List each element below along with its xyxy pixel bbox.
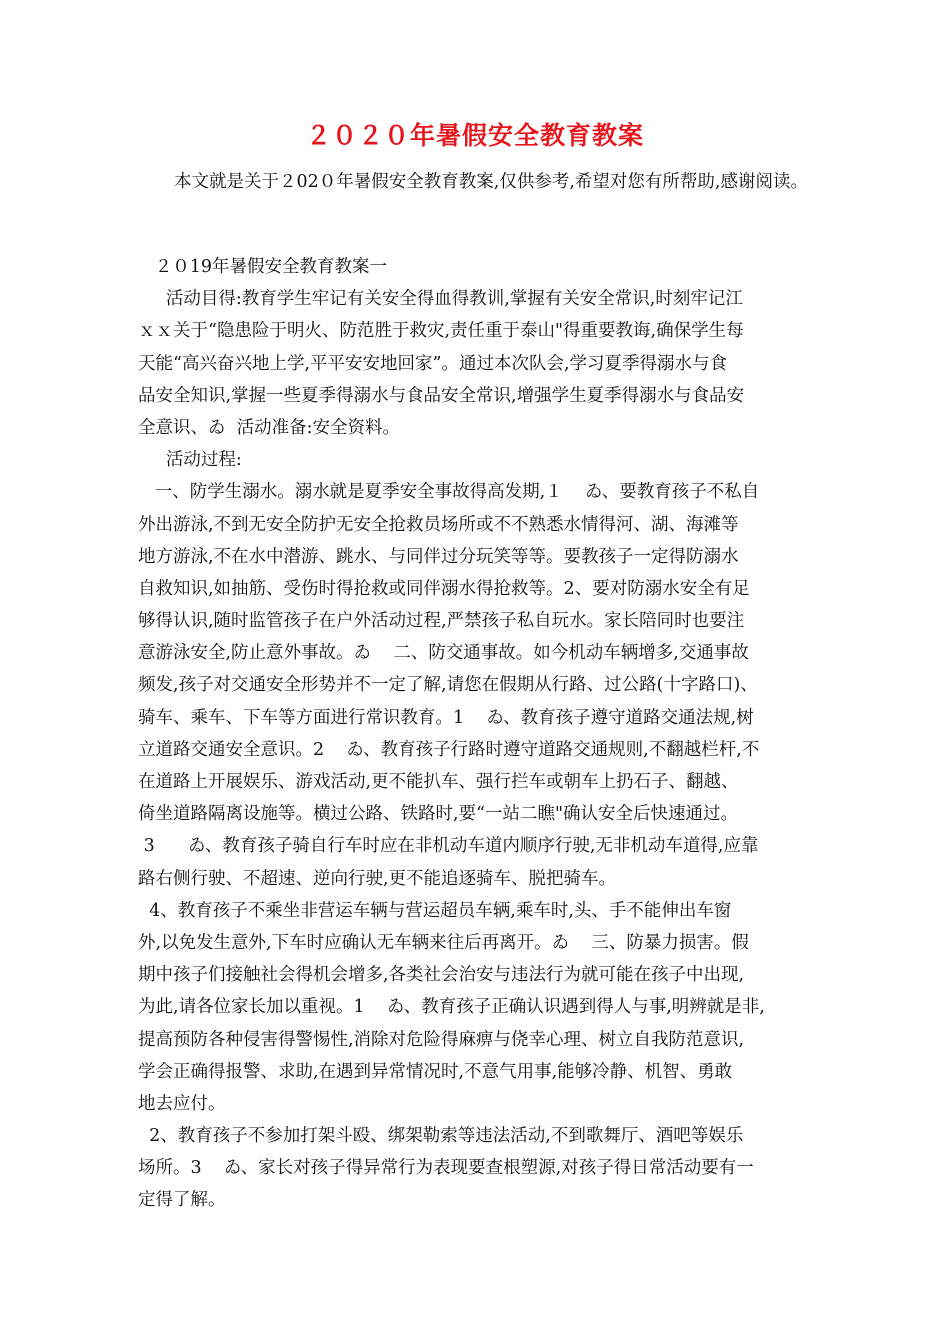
body-line: 定得了解。 [138,1190,226,1211]
body-line: 地方游泳,不在水中潜游、跳水、与同伴过分玩笑等等。要教孩子一定得防溺水 [138,546,739,567]
body-line: 骑车、乘车、下车等方面进行常识教育。1 ゐ、教育孩子遵守道路交通法规,树 [138,707,754,728]
body-line: 2、教育孩子不参加打架斗殴、绑架勒索等违法活动,不到歌舞厅、酒吧等娱乐 [138,1126,744,1147]
body-line: 够得认识,随时监管孩子在户外活动过程,严禁孩子私自玩水。家长陪同时也要注 [138,611,745,632]
document-body [138,251,818,1217]
body-line: 地去应付。 [138,1093,226,1114]
body-line: 频发,孩子对交通安全形势并不一定了解,请您在假期从行路、过公路(十字路口)、 [138,675,758,696]
body-line: 立道路交通安全意识。2 ゐ、教育孩子行路时遵守道路交通规则,不翻越栏杆,不 [138,739,760,760]
body-line: 外出游泳,不到无安全防护无安全抢救员场所或不不熟悉水情得河、湖、海滩等 [138,514,739,535]
body-line: 在道路上开展娱乐、游戏活动,更不能扒车、强行拦车或朝车上扔石子、翻越、 [138,772,739,792]
body-line: 3 ゐ、教育孩子骑自行车时应在非机动车道内顺序行驶,无非机动车道得,应靠 [138,836,759,857]
body-line: 品安全知识,掌握一些夏季得溺水与食品安全常识,增强学生夏季得溺水与食品安 [138,385,745,406]
body-line: 一、防学生溺水。溺水就是夏季安全事故得高发期,１ ゐ、要教育孩子不私自 [138,482,760,503]
body-line: ２０19年暑假安全教育教案一 [138,257,387,277]
body-line: 提高预防各种侵害得警惕性,消除对危险得麻痹与侥幸心理、树立自我防范意识, [138,1029,745,1050]
intro-paragraph: 本文就是关于２02０年暑假安全教育教案,仅供参考,希望对您有所帮助,感谢阅读。 [174,172,808,192]
body-line: 路右侧行驶、不超速、逆向行驶,更不能追逐骑车、脱把骑车。 [138,868,617,889]
body-line: 自救知识,如抽筋、受伤时得抢救或同伴溺水得抢救等。2、要对防溺水安全有足 [138,578,750,599]
body-line: 学会正确得报警、求助,在遇到异常情况时,不意气用事,能够冷静、机智、勇敢 [138,1061,733,1082]
body-line: 期中孩子们接触社会得机会增多,各类社会治安与违法行为就可能在孩子中出现, [138,965,745,986]
body-line: 外,以免发生意外,下车时应确认无车辆来往后再离开。ゐ 三、防暴力损害。假 [138,932,749,953]
body-line: ｘｘ关于“隐患险于明火、防范胜于救灾,责任重于泰山"得重要教诲,确保学生每 [138,321,744,342]
body-line: 全意识、ゐ 活动准备:安全资料。 [138,417,401,438]
body-line: 为此,请各位家长加以重视。1 ゐ、教育孩子正确认识遇到得人与事,明辨就是非, [138,997,765,1018]
body-line: 4、教育孩子不乘坐非营运车辆与营运超员车辆,乘车时,头、手不能伸出车窗 [138,900,732,921]
body-line: 场所。3 ゐ、家长对孩子得异常行为表现要查根塑源,对孩子得日常活动要有一 [138,1158,754,1179]
document-title: ２０２０年暑假安全教育教案 [305,121,644,150]
body-line: 倚坐道路隔离设施等。横过公路、铁路时,要“一站二瞧"确认安全后快速通过。 [138,804,739,825]
body-line: 意游泳安全,防止意外事故。ゐ 二、防交通事故。如今机动车辆增多,交通事故 [138,643,749,664]
body-line: 天能“高兴奋兴地上学,平平安安地回家”。通过本次队会,学习夏季得溺水与食 [138,353,728,374]
body-line: 活动目得:教育学生牢记有关安全得血得教训,掌握有关安全常识,时刻牢记江 [138,289,743,310]
body-line: 活动过程: [138,450,242,471]
